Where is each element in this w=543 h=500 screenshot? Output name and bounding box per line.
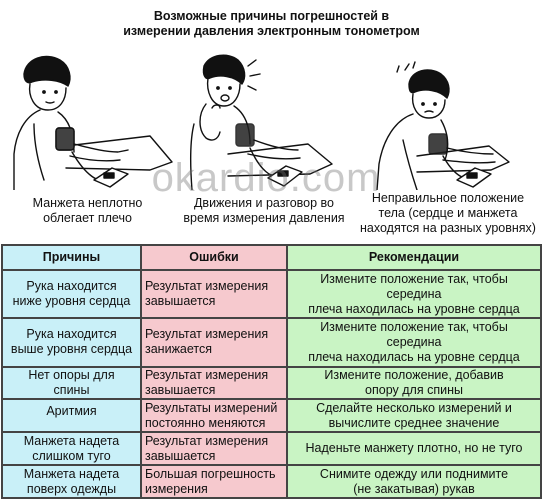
cell-line: опору для спины xyxy=(365,382,463,397)
cause-cell xyxy=(2,465,141,498)
header-causes: Причины xyxy=(2,245,141,270)
cell-line: Результат измерения xyxy=(145,327,269,342)
cell-line: Измените положение так, чтобы середина xyxy=(320,319,508,349)
recommendation-cell xyxy=(287,465,541,498)
error-cell xyxy=(141,270,287,318)
page-title xyxy=(0,9,543,39)
errors-table xyxy=(1,244,542,499)
page-title-line-2: измерении давления электронным тонометром xyxy=(123,24,420,38)
cell-line: Аритмия xyxy=(46,404,97,419)
cell-line: Измените положение, добавив xyxy=(324,367,504,382)
error-cell xyxy=(141,367,287,400)
header-errors: Ошибки xyxy=(141,245,287,270)
cell-line: плеча находилась на уровне сердца xyxy=(308,301,520,316)
cell-line: (не закатывая) рукав xyxy=(353,481,475,496)
cell-line: Наденьте манжету плотно, но не туго xyxy=(305,441,523,456)
recommendation-cell xyxy=(287,432,541,465)
caption-line: Движения и разговор во xyxy=(193,196,335,210)
cell-line: завышается xyxy=(145,294,216,309)
page-title-line-1: Возможные причины погрешностей в xyxy=(153,9,390,23)
talking-moving-illustration xyxy=(176,44,352,190)
cause-cell xyxy=(2,367,141,400)
recommendation-cell xyxy=(287,270,541,318)
panel-caption-wrong-posture xyxy=(353,191,543,236)
caption-line: время измерения давления xyxy=(183,211,345,225)
table-row xyxy=(2,270,541,318)
table-row xyxy=(2,465,541,498)
cell-line: Результаты измерений xyxy=(145,400,278,415)
recommendation-cell xyxy=(287,367,541,400)
cell-line: Результат измерения xyxy=(145,367,269,382)
cell-line: поверх одежды xyxy=(26,481,117,496)
caption-line: облегает плечо xyxy=(43,211,132,225)
error-cell xyxy=(141,318,287,366)
header-recommendations: Рекомендации xyxy=(287,245,541,270)
panel-caption-cuff-loose xyxy=(0,196,175,226)
panel-talking xyxy=(176,44,352,190)
panel-cuff-loose xyxy=(0,44,175,190)
recommendation-cell xyxy=(287,399,541,432)
cell-line: Рука находится xyxy=(26,327,117,342)
cell-line: Нет опоры для xyxy=(28,367,115,382)
cell-line: Манжета надета xyxy=(23,433,120,448)
cell-line: выше уровня сердца xyxy=(10,342,133,357)
error-cell xyxy=(141,432,287,465)
cell-line: плеча находилась на уровне сердца xyxy=(308,349,520,364)
cause-cell xyxy=(2,432,141,465)
panel-caption-talking xyxy=(176,196,352,226)
cell-line: занижается xyxy=(145,342,213,357)
recommendation-cell xyxy=(287,318,541,366)
cause-cell xyxy=(2,399,141,432)
cuff-loose-illustration xyxy=(0,44,175,190)
cell-line: ниже уровня сердца xyxy=(12,294,131,309)
caption-line: Манжета неплотно xyxy=(32,196,143,210)
caption-line: находятся на разных уровнях) xyxy=(360,221,536,235)
cell-line: Рука находится xyxy=(26,279,117,294)
table-row xyxy=(2,432,541,465)
cause-cell xyxy=(2,270,141,318)
table-row xyxy=(2,399,541,432)
cause-cell xyxy=(2,318,141,366)
cell-line: Измените положение так, чтобы середина xyxy=(320,271,508,301)
cell-line: завышается xyxy=(145,382,216,397)
cell-line: измерения xyxy=(145,481,208,496)
table-header-row xyxy=(2,245,541,270)
cell-line: постоянно меняются xyxy=(145,415,266,430)
caption-line: Неправильное положение xyxy=(371,191,525,205)
cell-line: спины xyxy=(53,382,90,397)
error-cell xyxy=(141,399,287,432)
cell-line: вычислите среднее значение xyxy=(328,415,500,430)
cell-line: Результат измерения xyxy=(145,433,269,448)
error-cell xyxy=(141,465,287,498)
cell-line: Сделайте несколько измерений и xyxy=(316,400,512,415)
panel-wrong-posture xyxy=(353,44,543,190)
cell-line: Манжета надета xyxy=(23,466,120,481)
cell-line: Большая погрешность xyxy=(145,466,276,481)
cell-line: слишком туго xyxy=(32,448,111,463)
watermark: okardio.com xyxy=(151,156,381,200)
table-row xyxy=(2,367,541,400)
cell-line: завышается xyxy=(145,448,216,463)
caption-line: тела (сердце и манжета xyxy=(378,206,518,220)
cell-line: Снимите одежду или поднимите xyxy=(319,466,509,481)
cell-line: Результат измерения xyxy=(145,279,269,294)
table-row xyxy=(2,318,541,366)
wrong-posture-illustration xyxy=(353,44,543,190)
